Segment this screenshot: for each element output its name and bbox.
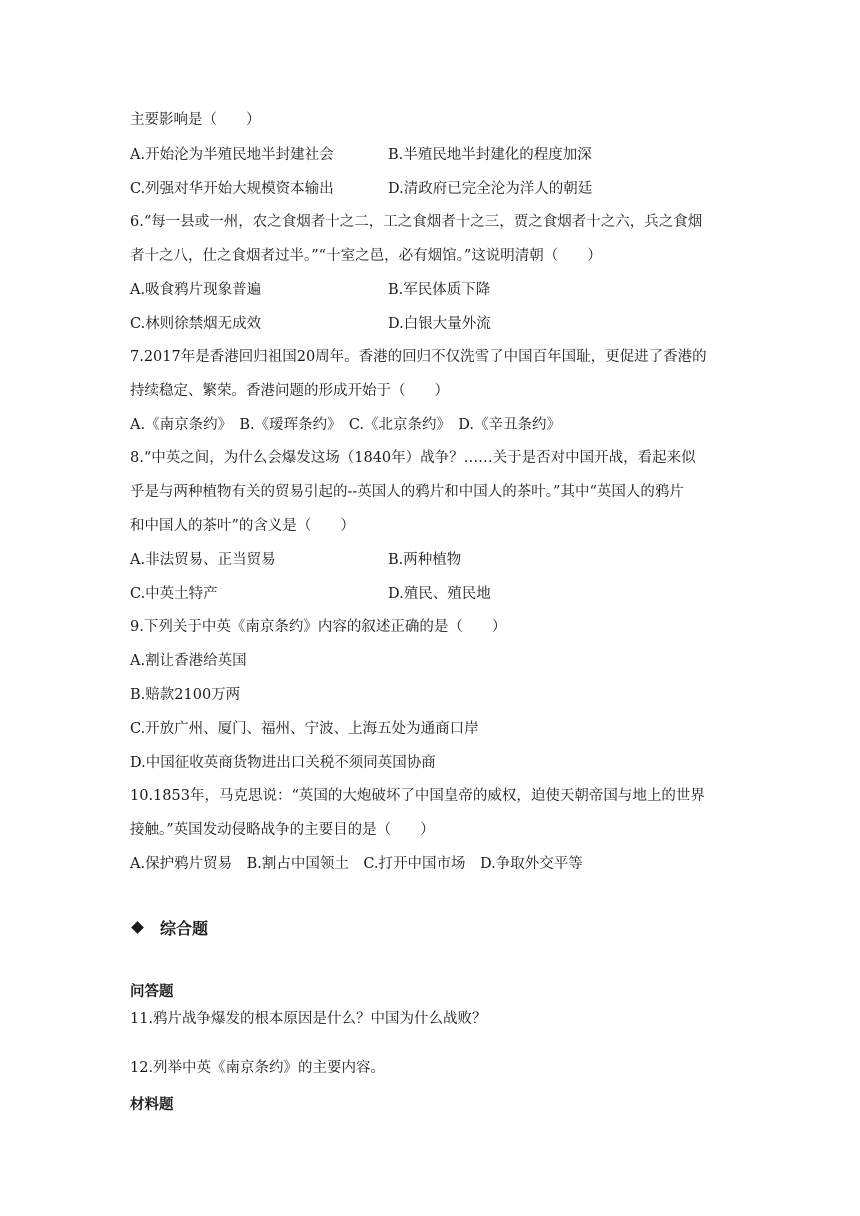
q8-option-a: A.非法贸易、正当贸易	[130, 552, 276, 568]
q5-stem-end: 主要影响是（ ）	[130, 112, 261, 128]
q5-option-a: A.开始沦为半殖民地半封建社会	[130, 147, 334, 163]
q6-option-c: C.林则徐禁烟无成效	[130, 316, 262, 332]
section-title: 综合题	[160, 919, 209, 938]
q11: 11.鸦片战争爆发的根本原因是什么？中国为什么战败？	[130, 1011, 487, 1027]
subheading-qa: 问答题	[130, 984, 174, 1000]
q8-stem-line-2: 乎是与两种植物有关的贸易引起的--英国人的鸦片和中国人的茶叶。”其中“英国人的鸦片	[130, 484, 684, 500]
q8-stem-line-3: 和中国人的茶叶”的含义是（ ）	[130, 518, 355, 534]
q6-option-b: B.军民体质下降	[388, 282, 491, 298]
diamond-bullet-icon	[131, 921, 144, 934]
q8-options-row-1	[130, 550, 462, 570]
q10-options: A.保护鸦片贸易 B.割占中国领土 C.打开中国市场 D.争取外交平等	[130, 856, 583, 872]
q10-stem-line-1: 10.1853年，马克思说：“英国的大炮破坏了中国皇帝的威权，迫使天朝帝国与地上的世界	[130, 788, 705, 804]
q6-options-row-1	[130, 280, 491, 300]
q9-stem: 9.下列关于中英《南京条约》内容的叙述正确的是（ ）	[130, 619, 507, 635]
q6-stem-line-1: 6.“每一县或一州，农之食烟者十之二，工之食烟者十之三，贾之食烟者十之六，兵之食烟	[130, 214, 703, 230]
section-heading	[130, 916, 208, 939]
q5-option-c: C.列强对华开始大规模资本输出	[130, 181, 334, 197]
q8-stem-line-1: 8.“中英之间，为什么会爆发这场（1840年）战争？……关于是否对中国开战，看起来似	[130, 450, 696, 466]
q8-option-d: D.殖民、殖民地	[388, 586, 491, 602]
q9-option-a: A.割让香港给英国	[130, 653, 247, 669]
q12: 12.列举中英《南京条约》的主要内容。	[130, 1060, 386, 1076]
q8-options-row-2	[130, 584, 491, 604]
q7-options: A.《南京条约》 B.《瑷珲条约》 C.《北京条约》 D.《辛丑条约》	[130, 417, 561, 433]
q5-options-row-1	[130, 145, 592, 165]
q10-stem-line-2: 接触。”英国发动侵略战争的主要目的是（ ）	[130, 822, 435, 838]
q5-option-d: D.清政府已完全沦为洋人的朝廷	[388, 181, 593, 197]
q6-option-d: D.白银大量外流	[388, 316, 491, 332]
q7-stem-line-1: 7.2017年是香港回归祖国20周年。香港的回归不仅洗雪了中国百年国耻，更促进了香港的	[130, 349, 707, 365]
q9-option-b: B.赔款2100万两	[130, 687, 241, 703]
q9-option-d: D.中国征收英商货物进出口关税不须同英国协商	[130, 755, 436, 771]
q8-option-c: C.中英土特产	[130, 586, 218, 602]
q5-options-row-2	[130, 179, 593, 199]
q8-option-b: B.两种植物	[388, 552, 462, 568]
q7-stem-line-2: 持续稳定、繁荣。香港问题的形成开始于（ ）	[130, 383, 449, 399]
q9-option-c: C.开放广州、厦门、福州、宁波、上海五处为通商口岸	[130, 721, 479, 737]
subheading-material: 材料题	[130, 1097, 174, 1113]
q6-option-a: A.吸食鸦片现象普遍	[130, 282, 262, 298]
q5-option-b: B.半殖民地半封建化的程度加深	[388, 147, 592, 163]
q6-stem-line-2: 者十之八，仕之食烟者过半。”“十室之邑，必有烟馆。”这说明清朝（ ）	[130, 248, 602, 264]
q6-options-row-2	[130, 314, 491, 334]
